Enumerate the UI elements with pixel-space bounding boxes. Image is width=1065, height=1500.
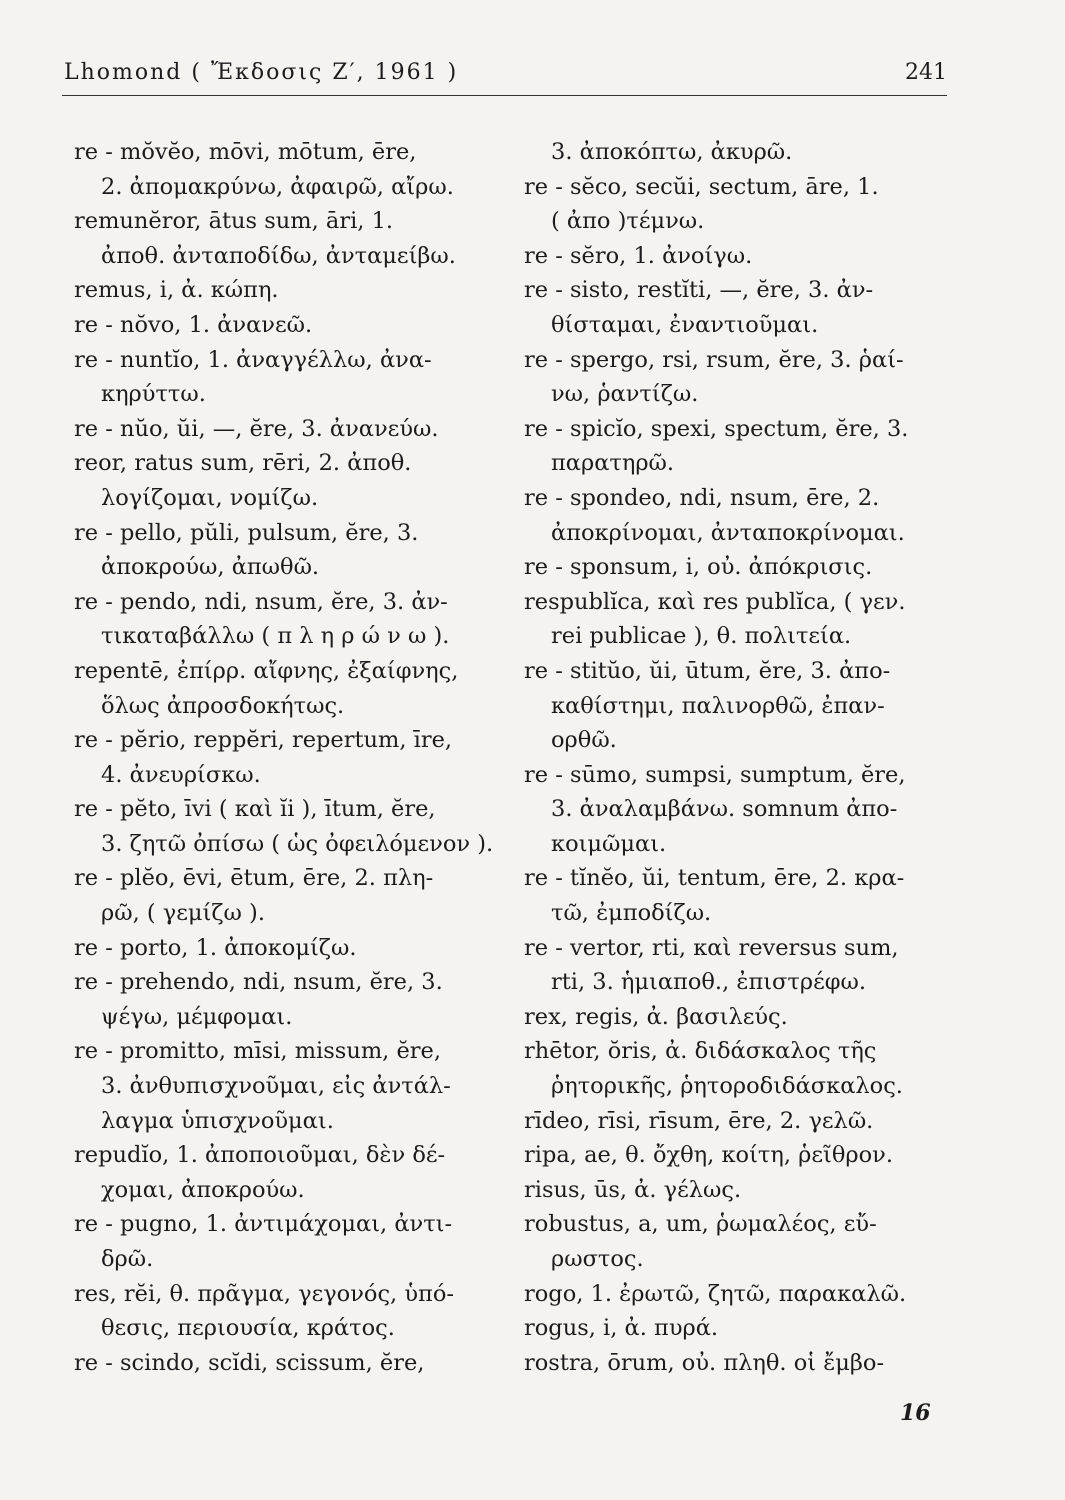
dictionary-line: repudĭo, 1. ἀποποιοῦμαι, δὲν δέ- — [74, 1142, 446, 1169]
dictionary-line: respublĭca, καὶ res publĭca, ( γεν. — [524, 588, 906, 615]
dictionary-line: ὅλως ἀπροσδοκήτως. — [101, 692, 345, 719]
dictionary-line: ἀποκρίνομαι, ἀνταποκρίνομαι. — [551, 519, 905, 546]
dictionary-line: παρατηρῶ. — [551, 450, 675, 477]
dictionary-line: re - pendo, ndi, nsum, ĕre, 3. ἀν- — [74, 588, 448, 615]
dictionary-line: re - vertor, rti, καὶ reversus sum, — [524, 934, 899, 961]
dictionary-line: re - sisto, restĭti, —, ĕre, 3. ἀν- — [524, 277, 874, 304]
dictionary-line: δρῶ. — [101, 1246, 154, 1272]
dictionary-line: 3. ἀναλαμβάνω. somnum ἀπο- — [551, 796, 898, 823]
dictionary-line: ἀποθ. ἀνταποδίδω, ἀνταμείβω. — [101, 242, 456, 269]
dictionary-line: re - tĭnĕo, ŭi, tentum, ēre, 2. κρα- — [524, 865, 905, 892]
dictionary-line: re - promitto, mīsi, missum, ĕre, — [74, 1038, 442, 1065]
left-column — [74, 135, 519, 1380]
dictionary-line: νω, ῥαντίζω. — [551, 381, 699, 408]
dictionary-line: re - pĕrio, reppĕri, repertum, īre, — [74, 727, 453, 754]
dictionary-line: re - pugno, 1. ἀντιμάχομαι, ἀντι- — [74, 1211, 453, 1238]
dictionary-line: ψέγω, μέμφομαι. — [101, 1003, 293, 1030]
header-rule — [62, 95, 947, 96]
dictionary-line: 3. ζητῶ ὀπίσω ( ὡς ὀφειλόμενον ). — [101, 830, 494, 857]
dictionary-line: 3. ἀποκόπτω, ἀκυρῶ. — [551, 139, 793, 165]
dictionary-line: risus, ūs, ἀ. γέλως. — [524, 1176, 742, 1203]
dictionary-line: re - spergo, rsi, rsum, ĕre, 3. ῥαί- — [524, 346, 904, 373]
running-header-title: Lhomond ( Ἔκδοσις Ζ′, 1961 ) — [64, 60, 459, 85]
dictionary-line: 4. ἀνευρίσκω. — [101, 761, 261, 788]
dictionary-line: reor, ratus sum, rēri, 2. ἀποθ. — [74, 450, 412, 477]
signature-mark: 16 — [900, 1400, 931, 1426]
dictionary-line: re - sūmo, sumpsi, sumptum, ĕre, — [524, 761, 906, 788]
dictionary-line: re - spicĭo, spexi, spectum, ĕre, 3. — [524, 415, 909, 442]
dictionary-line: ῥητορικῆς, ῥητοροδιδάσκαλος. — [551, 1073, 903, 1100]
dictionary-line: rhētor, ŏris, ἀ. διδάσκαλος τῆς — [524, 1038, 877, 1065]
dictionary-line: rogus, i, ἀ. πυρά. — [524, 1315, 719, 1342]
dictionary-line: ἀποκρούω, ἀπωθῶ. — [101, 554, 320, 581]
dictionary-line: τῶ, ἐμποδίζω. — [551, 900, 712, 927]
dictionary-line: τικαταβάλλω ( π λ η ρ ώ ν ω ). — [101, 623, 450, 650]
dictionary-line: remunĕror, ātus sum, āri, 1. — [74, 208, 394, 235]
dictionary-line: rei publicae ), θ. πολιτεία. — [551, 623, 852, 650]
dictionary-line: θεσις, περιουσία, κράτος. — [101, 1315, 395, 1342]
dictionary-line: κοιμῶμαι. — [551, 830, 667, 857]
dictionary-line: λογίζομαι, νομίζω. — [101, 484, 319, 511]
dictionary-line: ρῶ, ( γεμίζω ). — [101, 900, 265, 927]
dictionary-line: re - mŏvĕo, mōvi, mōtum, ēre, — [74, 139, 417, 165]
dictionary-line: καθίστημι, παλινορθῶ, ἐπαν- — [551, 692, 885, 719]
dictionary-line: re - sponsum, i, οὐ. ἀπόκρισις. — [524, 554, 873, 581]
dictionary-line: re - sĕco, secŭi, sectum, āre, 1. — [524, 173, 879, 200]
dictionary-line: κηρύττω. — [101, 381, 206, 408]
dictionary-line: re - sĕro, 1. ἀνοίγω. — [524, 242, 753, 269]
dictionary-line: rostra, ōrum, οὐ. πληθ. οἱ ἔμβο- — [524, 1349, 885, 1376]
dictionary-line: re - scindo, scĭdi, scissum, ĕre, — [74, 1349, 425, 1376]
dictionary-line: θίσταμαι, ἐναντιοῦμαι. — [551, 311, 819, 338]
dictionary-line: re - stitŭo, ŭi, ūtum, ĕre, 3. ἀπο- — [524, 657, 891, 684]
dictionary-line: ripa, ae, θ. ὄχθη, κοίτη, ῥεῖθρον. — [524, 1142, 893, 1169]
page-number: 241 — [905, 60, 947, 85]
dictionary-line: ορθῶ. — [551, 727, 617, 754]
dictionary-line: ( ἀπο )τέμνω. — [551, 208, 705, 235]
dictionary-line: χομαι, ἀποκρούω. — [101, 1176, 305, 1203]
dictionary-line: res, rĕi, θ. πρᾶγμα, γεγονός, ὑπό- — [74, 1280, 454, 1307]
dictionary-line: re - prehendo, ndi, nsum, ĕre, 3. — [74, 969, 443, 996]
dictionary-line: re - nŭo, ŭi, —, ĕre, 3. ἀνανεύω. — [74, 415, 439, 442]
dictionary-line: re - pĕto, īvi ( καὶ ĭi ), ītum, ĕre, — [74, 796, 436, 823]
dictionary-line: rīdeo, rīsi, rīsum, ēre, 2. γελῶ. — [524, 1107, 874, 1134]
dictionary-line: rogo, 1. ἐρωτῶ, ζητῶ, παρακαλῶ. — [524, 1280, 907, 1307]
dictionary-line: re - porto, 1. ἀποκομίζω. — [74, 934, 357, 961]
dictionary-line: rex, regis, ἀ. βασιλεύς. — [524, 1003, 788, 1030]
dictionary-line: 2. ἀπομακρύνω, ἀφαιρῶ, αἴρω. — [101, 173, 454, 200]
dictionary-line: re - pello, pŭli, pulsum, ĕre, 3. — [74, 519, 419, 546]
dictionary-line: re - nŏvo, 1. ἀνανεῶ. — [74, 311, 313, 338]
dictionary-line: re - plĕo, ēvi, ētum, ēre, 2. πλη- — [74, 865, 434, 892]
right-column — [524, 135, 964, 1380]
dictionary-line: re - nuntĭo, 1. ἀναγγέλλω, ἀνα- — [74, 346, 432, 373]
dictionary-line: repentē, ἐπίρρ. αἴφνης, ἐξαίφνης, — [74, 657, 459, 684]
dictionary-line: robustus, a, um, ῥωμαλέος, εὔ- — [524, 1211, 877, 1238]
dictionary-line: λαγμα ὑπισχνοῦμαι. — [101, 1107, 334, 1134]
dictionary-line: ρωστος. — [551, 1246, 644, 1272]
dictionary-line: rti, 3. ἡμιαποθ., ἐπιστρέφω. — [551, 969, 866, 996]
dictionary-line: remus, i, ἀ. κώπη. — [74, 277, 279, 304]
dictionary-line: re - spondeo, ndi, nsum, ēre, 2. — [524, 484, 880, 511]
dictionary-line: 3. ἀνθυπισχνοῦμαι, εἰς ἀντάλ- — [101, 1073, 451, 1100]
